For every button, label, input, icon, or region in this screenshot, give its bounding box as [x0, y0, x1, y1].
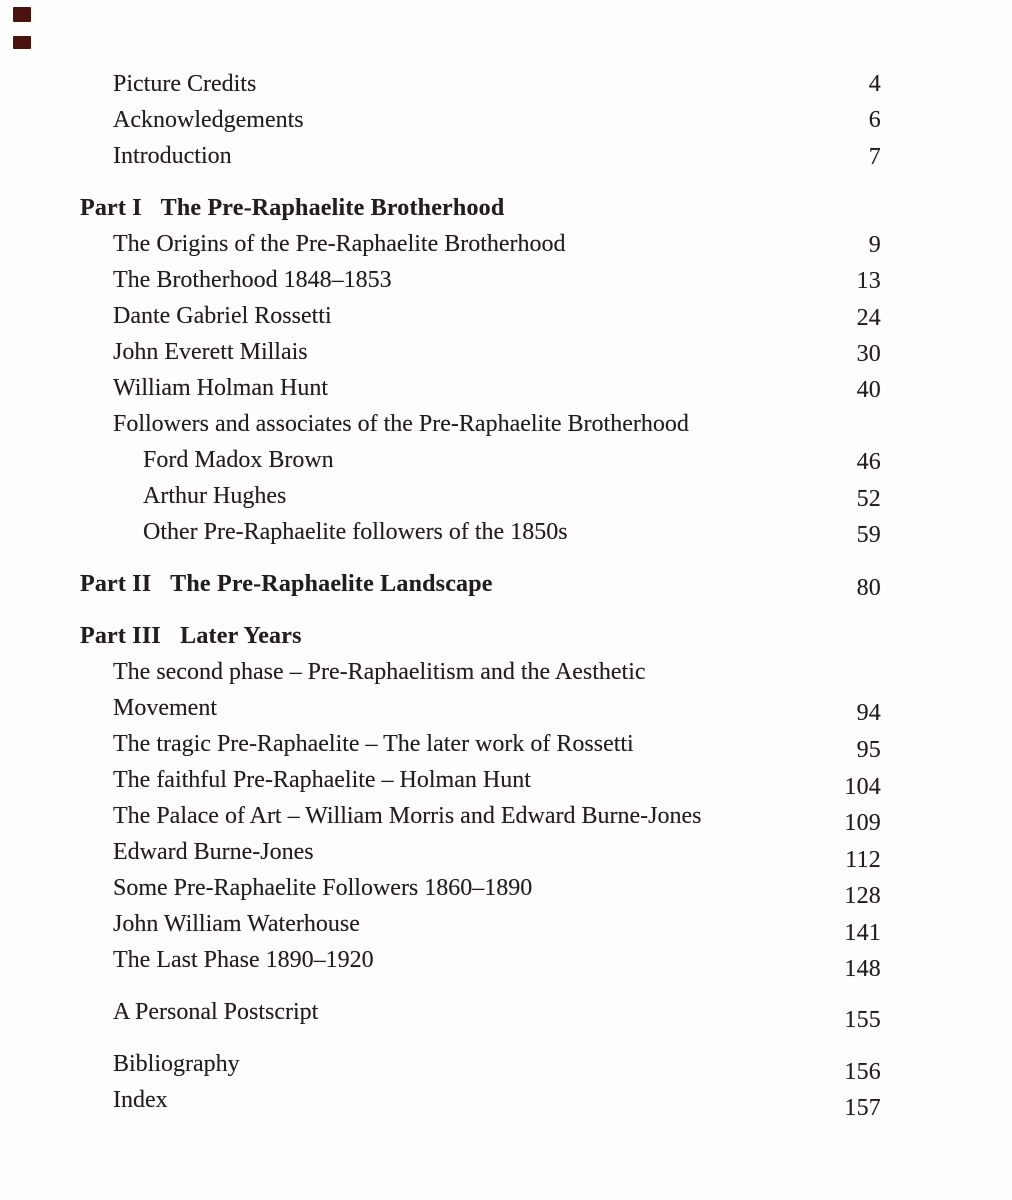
toc-row	[0, 262, 1012, 298]
toc-entry-title: The second phase – Pre-Raphaelitism and the Aesthetic	[113, 659, 646, 685]
toc-part-title: The Pre-Raphaelite Brotherhood	[160, 195, 505, 221]
toc-entry-title: Acknowledgements	[113, 107, 304, 133]
toc-row	[0, 370, 1012, 406]
toc-entry-title: Ford Madox Brown	[143, 447, 334, 473]
toc-entry-title: Picture Credits	[113, 71, 257, 97]
toc-row	[0, 138, 1012, 174]
toc-entry-title: The Palace of Art – William Morris and Edward Burne-Jones	[113, 803, 702, 829]
toc-entry-title: Bibliography	[113, 1051, 240, 1077]
toc-page-number: 59	[856, 522, 881, 548]
toc-page-number: 109	[844, 810, 881, 836]
toc-row	[0, 942, 1012, 982]
toc-row	[0, 654, 1012, 690]
toc-part-title: The Pre-Raphaelite Landscape	[170, 571, 493, 597]
toc-row	[0, 726, 1012, 762]
toc-row	[0, 442, 1012, 478]
toc-row	[0, 906, 1012, 946]
toc-entry-title: A Personal Postscript	[113, 999, 319, 1025]
toc-page-number: 148	[844, 956, 881, 982]
toc-entry-title: Dante Gabriel Rossetti	[113, 303, 332, 329]
toc-entry-title: Followers and associates of the Pre-Raphaelite Brotherhood	[113, 411, 689, 437]
toc-entry-title: The Origins of the Pre-Raphaelite Brotherhood	[113, 231, 566, 257]
toc-entry-title: William Holman Hunt	[113, 375, 329, 401]
toc-row	[0, 102, 1012, 138]
toc-row	[0, 298, 1012, 334]
toc-part-title: Later Years	[180, 623, 302, 649]
toc-part-heading	[0, 566, 1012, 602]
toc-row	[0, 690, 1012, 726]
toc-row	[0, 514, 1012, 550]
toc-entry-title: Edward Burne-Jones	[113, 839, 314, 865]
toc-row	[0, 994, 1012, 1033]
toc-row	[0, 762, 1012, 798]
toc-page-number: 7	[868, 144, 881, 170]
toc-entry-title: Introduction	[113, 143, 232, 169]
toc-page-number: 128	[844, 883, 881, 909]
toc-page-number: 141	[844, 920, 881, 946]
toc-entry-title: Index	[113, 1087, 168, 1113]
toc-page-number: 157	[844, 1095, 881, 1121]
toc-row	[0, 870, 1012, 909]
toc-page-number: 112	[845, 847, 881, 873]
toc-page-number: 80	[856, 575, 881, 601]
toc-page-number: 40	[856, 377, 881, 403]
toc-page-number: 156	[844, 1059, 881, 1085]
toc-row	[0, 478, 1012, 514]
toc-part-label: Part III	[80, 623, 161, 649]
toc-row	[0, 1082, 1012, 1121]
toc-page-number: 30	[856, 341, 881, 367]
toc-page-number: 24	[856, 305, 881, 331]
toc-entry-title: Arthur Hughes	[143, 483, 287, 509]
toc-entry-title: John William Waterhouse	[113, 911, 360, 937]
toc-part-label: Part II	[80, 571, 152, 597]
toc-part-label: Part I	[80, 195, 142, 221]
toc-row	[0, 798, 1012, 834]
toc-entry-title: Some Pre-Raphaelite Followers 1860–1890	[113, 875, 533, 901]
toc-entry-title: Movement	[113, 695, 217, 721]
toc-entry-title: John Everett Millais	[113, 339, 308, 365]
toc-page-number: 46	[856, 449, 881, 475]
toc-page-number: 6	[868, 107, 881, 133]
toc-row	[0, 66, 1012, 102]
toc-row	[0, 1046, 1012, 1085]
toc-entry-title: The tragic Pre-Raphaelite – The later work of Rossetti	[113, 731, 634, 757]
toc-page-number: 104	[844, 774, 881, 800]
toc-page-number: 4	[868, 71, 881, 97]
toc-page-number: 9	[868, 232, 881, 258]
toc-row	[0, 834, 1012, 873]
toc-row	[0, 334, 1012, 370]
toc-entry-title: The Brotherhood 1848–1853	[113, 267, 392, 293]
toc-row	[0, 406, 1012, 442]
toc-row	[0, 226, 1012, 262]
toc-part-heading	[0, 618, 1012, 654]
toc-entry-title: Other Pre-Raphaelite followers of the 1850s	[143, 519, 568, 545]
toc-part-heading	[0, 190, 1012, 226]
toc-entry-title: The Last Phase 1890–1920	[113, 947, 374, 973]
toc-page-number: 94	[856, 700, 881, 726]
toc-page-number: 95	[856, 737, 881, 763]
toc-entry-title: The faithful Pre-Raphaelite – Holman Hunt	[113, 767, 531, 793]
toc-page-number: 13	[856, 268, 881, 294]
toc-page-number: 52	[856, 486, 881, 512]
toc-page-number: 155	[844, 1007, 881, 1033]
